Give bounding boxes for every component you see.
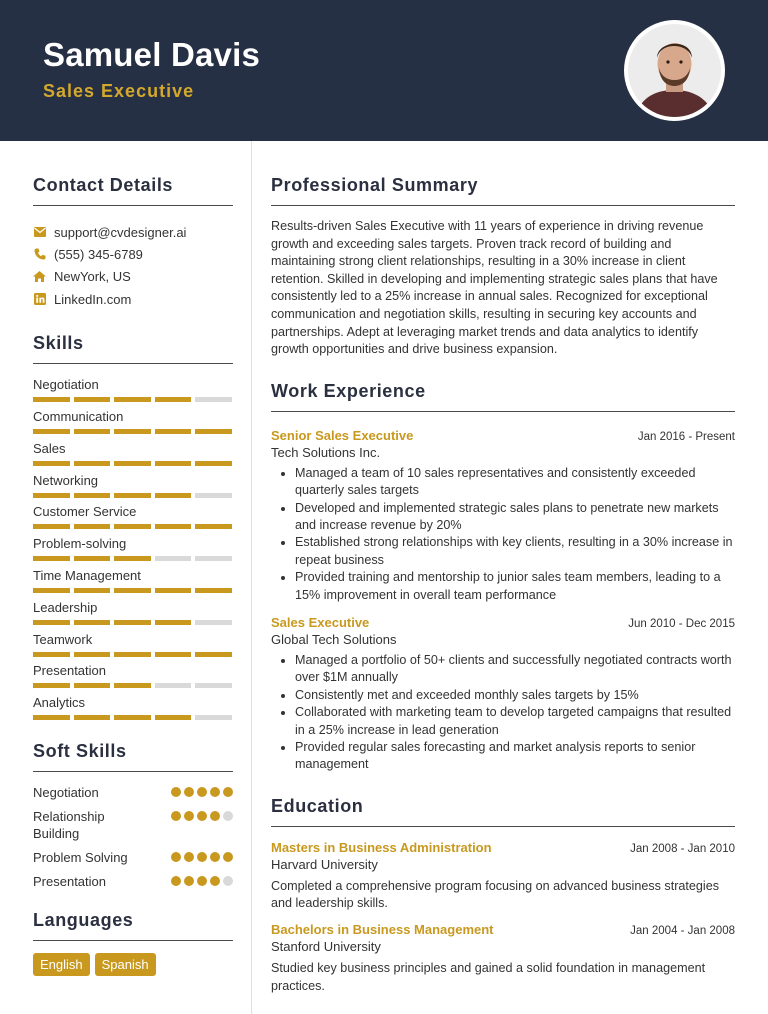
skill-row (33, 536, 233, 568)
contact-linkedin-text[interactable]: LinkedIn.com (54, 291, 132, 307)
job-bullet: Established strong relationships with key clients, resulting in a 30% increase in repeat business (295, 534, 735, 569)
rating-dot (171, 876, 181, 886)
skill-row (33, 632, 233, 664)
skill-level-bar (33, 588, 233, 593)
rating-dot (171, 811, 181, 821)
job-bullet: Managed a portfolio of 50+ clients and successfully negotiated contracts worth over $1M annually (295, 652, 735, 687)
skill-level-segment (74, 715, 111, 720)
home-icon (33, 270, 46, 283)
job-entry (271, 428, 735, 604)
soft-skill-row (33, 784, 233, 801)
skill-row (33, 663, 233, 695)
skill-level-segment (33, 620, 70, 625)
soft-skill-name: Relationship Building (33, 808, 105, 841)
contact-phone (33, 243, 233, 265)
skill-level-segment (74, 524, 111, 529)
skill-level-segment (74, 556, 111, 561)
skill-level-segment (74, 620, 111, 625)
soft-skill-row (33, 849, 233, 866)
job-date: Jun 2010 - Dec 2015 (628, 618, 735, 630)
rating-dot (184, 811, 194, 821)
skill-name: Problem-solving (33, 536, 127, 552)
rating-dot (197, 787, 207, 797)
soft-skills-list (33, 784, 233, 890)
job-bullet: Managed a team of 10 sales representatives and consistently exceeded quarterly sales targets (295, 465, 735, 500)
skill-level-bar (33, 524, 233, 529)
skill-level-segment (33, 524, 70, 529)
contact-email (33, 221, 233, 243)
skill-level-segment (155, 715, 192, 720)
skill-row (33, 377, 233, 409)
skill-level-segment (33, 715, 70, 720)
skill-name: Communication (33, 408, 124, 424)
school-name: Stanford University (271, 939, 381, 955)
experience-title: Work Experience (271, 381, 735, 412)
linkedin-icon (33, 293, 46, 306)
rating-dot (210, 787, 220, 797)
languages-title: Languages (33, 910, 233, 941)
skill-name: Leadership (33, 599, 98, 615)
skill-name: Negotiation (33, 377, 99, 393)
summary-title: Professional Summary (271, 175, 735, 206)
skill-level-bar (33, 715, 233, 720)
skill-level-segment (74, 397, 111, 402)
resume-header (0, 0, 768, 141)
job-bullet: Provided regular sales forecasting and market analysis reports to senior management (295, 739, 735, 774)
main-content (271, 141, 735, 995)
summary-text: Results-driven Sales Executive with 11 years of experience in driving revenue growth and exceeding sales targets. Proven track record of building and maintaining strong client relationships, resulting in a 30% increase in client retention. Skilled in developing and implementing strategic sales plans that have consistently led to a 25% increase in annual sales. Recognized for exceptional communication and negotiation skills, resulting in securing key accounts and partnerships. Adept at leveraging market trends and data analytics to identify growth opportunities and drive business expansion. (271, 219, 718, 357)
rating-dot (223, 852, 233, 862)
contact-list (33, 221, 233, 310)
degree-title: Masters in Business Administration (271, 839, 492, 855)
skill-level-segment (33, 556, 70, 561)
skill-level-segment (195, 588, 232, 593)
skill-level-segment (74, 461, 111, 466)
rating-dot (197, 852, 207, 862)
skill-level-segment (114, 652, 151, 657)
rating-dot (210, 876, 220, 886)
skill-level-segment (74, 493, 111, 498)
education-entry (271, 840, 735, 913)
skill-level-segment (33, 397, 70, 402)
skill-row (33, 600, 233, 632)
school-name: Harvard University (271, 856, 378, 872)
language-badge: Spanish (95, 953, 156, 976)
skill-level-bar (33, 493, 233, 498)
job-bullets (295, 652, 735, 774)
rating-dot (223, 811, 233, 821)
skill-level-segment (74, 652, 111, 657)
sidebar (33, 141, 233, 976)
skill-level-segment (33, 429, 70, 434)
candidate-name: Samuel Davis (43, 36, 261, 73)
soft-skills-title: Soft Skills (33, 741, 233, 772)
skill-level-segment (155, 588, 192, 593)
job-bullet: Provided training and mentorship to junior sales team members, leading to a 15% improvement in overall team performance (295, 569, 735, 604)
skill-level-segment (195, 556, 232, 561)
skill-level-segment (33, 461, 70, 466)
soft-skill-name: Presentation (33, 873, 106, 889)
skill-level-segment (114, 588, 151, 593)
skill-level-segment (195, 429, 232, 434)
skill-level-segment (155, 556, 192, 561)
contact-title: Contact Details (33, 175, 233, 206)
skill-level-bar (33, 429, 233, 434)
skill-level-segment (33, 683, 70, 688)
skill-level-segment (195, 493, 232, 498)
skill-level-segment (114, 493, 151, 498)
skill-name: Sales (33, 440, 66, 456)
degree-title: Bachelors in Business Management (271, 922, 494, 938)
skill-row (33, 568, 233, 600)
skill-level-segment (195, 715, 232, 720)
skill-level-bar (33, 683, 233, 688)
skill-level-segment (114, 429, 151, 434)
job-date: Jan 2016 - Present (637, 430, 735, 443)
job-bullet: Developed and implemented strategic sales plans to penetrate new markets and increase revenue by 20% (295, 500, 735, 535)
job-title: Senior Sales Executive (271, 427, 414, 443)
column-divider (251, 141, 252, 1014)
skill-level-bar (33, 461, 233, 466)
skill-level-segment (155, 620, 192, 625)
contact-linkedin[interactable] (33, 288, 233, 310)
job-bullet: Consistently met and exceeded monthly sales targets by 15% (295, 687, 735, 704)
skill-level-segment (114, 556, 151, 561)
skill-level-segment (195, 652, 232, 657)
job-bullets (295, 465, 735, 604)
rating-dot (184, 852, 194, 862)
education-entry (271, 922, 735, 995)
rating-dot (210, 852, 220, 862)
rating-dot (223, 787, 233, 797)
skill-level-segment (74, 683, 111, 688)
skill-level-segment (155, 429, 192, 434)
skill-level-bar (33, 652, 233, 657)
skill-level-segment (33, 588, 70, 593)
contact-email-text: support@cvdesigner.ai (54, 224, 187, 240)
skill-name: Presentation (33, 663, 106, 679)
skill-name: Teamwork (33, 631, 93, 647)
job-entry (271, 615, 735, 774)
skill-row (33, 441, 233, 473)
education-description: Completed a comprehensive program focusing on advanced business strategies and leadership skills. (271, 878, 720, 911)
education-description: Studied key business principles and gained a solid foundation in management practices. (271, 961, 706, 993)
candidate-role: Sales Executive (43, 81, 195, 101)
phone-icon (33, 248, 46, 261)
skill-level-segment (155, 461, 192, 466)
skill-name: Time Management (33, 567, 141, 583)
skill-name: Analytics (33, 695, 86, 711)
profile-photo (624, 20, 725, 121)
skill-level-segment (114, 715, 151, 720)
job-company: Global Tech Solutions (271, 632, 397, 647)
rating-dot (184, 787, 194, 797)
skill-level-segment (114, 397, 151, 402)
skill-level-segment (155, 652, 192, 657)
contact-phone-text: (555) 345-6789 (54, 246, 143, 262)
contact-location (33, 266, 233, 288)
soft-skill-name: Negotiation (33, 784, 99, 800)
skill-level-segment (155, 397, 192, 402)
skill-level-segment (114, 683, 151, 688)
contact-location-text: NewYork, US (54, 269, 131, 285)
skill-level-segment (74, 588, 111, 593)
skill-level-segment (74, 429, 111, 434)
skill-level-bar (33, 397, 233, 402)
rating-dot (171, 787, 181, 797)
skill-row (33, 695, 233, 727)
skill-level-bar (33, 620, 233, 625)
job-title: Sales Executive (271, 615, 370, 630)
skill-level-segment (114, 524, 151, 529)
skills-title: Skills (33, 333, 233, 364)
rating-dot (197, 811, 207, 821)
skill-level-segment (195, 524, 232, 529)
skill-level-bar (33, 556, 233, 561)
skills-list (33, 377, 233, 727)
skill-level-segment (195, 461, 232, 466)
education-title: Education (271, 796, 735, 827)
skill-level-segment (33, 652, 70, 657)
rating-dot (197, 876, 207, 886)
soft-skill-name: Problem Solving (33, 849, 128, 865)
soft-skill-rating (171, 808, 233, 821)
skill-level-segment (195, 620, 232, 625)
job-company: Tech Solutions Inc. (271, 444, 381, 460)
skill-name: Networking (33, 472, 99, 488)
envelope-icon (33, 226, 46, 239)
skill-row (33, 504, 233, 536)
rating-dot (184, 876, 194, 886)
languages-list (33, 953, 233, 976)
skill-name: Customer Service (33, 504, 137, 520)
rating-dot (210, 811, 220, 821)
skill-level-segment (195, 397, 232, 402)
job-bullet: Collaborated with marketing team to develop targeted campaigns that resulted in a 25% increase in lead generation (295, 704, 735, 739)
skill-level-segment (195, 683, 232, 688)
rating-dot (171, 852, 181, 862)
soft-skill-rating (171, 784, 233, 797)
skill-level-segment (155, 524, 192, 529)
soft-skill-rating (171, 873, 233, 886)
education-date: Jan 2004 - Jan 2008 (630, 925, 735, 938)
skill-row (33, 473, 233, 505)
soft-skill-row (33, 873, 233, 890)
soft-skill-row (33, 808, 233, 842)
skill-level-segment (155, 683, 192, 688)
skill-row (33, 409, 233, 441)
soft-skill-rating (171, 849, 233, 862)
skill-level-segment (114, 461, 151, 466)
skill-level-segment (33, 493, 70, 498)
skill-level-segment (155, 493, 192, 498)
skill-level-segment (114, 620, 151, 625)
education-date: Jan 2008 - Jan 2010 (630, 842, 735, 855)
rating-dot (223, 876, 233, 886)
language-badge: English (33, 953, 90, 976)
